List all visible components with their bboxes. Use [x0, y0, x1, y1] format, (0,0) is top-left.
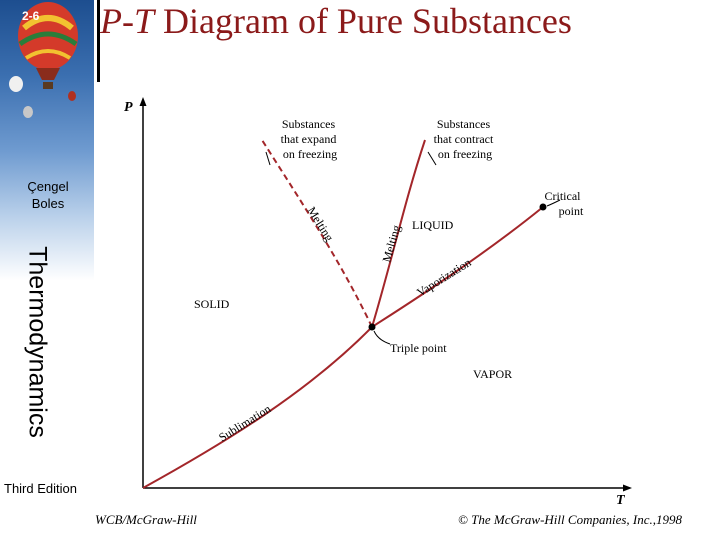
contract-label — [434, 117, 497, 161]
contract-label-line-1: Substances — [436, 117, 491, 131]
contract-pointer — [428, 152, 436, 165]
melting-label-left: Melting — [304, 204, 337, 244]
p-axis-label: P — [124, 100, 133, 115]
slide-number: 2-6 — [22, 9, 40, 23]
expand-label-line-1: Substances — [281, 117, 336, 131]
melting-label-right: Melting — [379, 223, 404, 264]
triple-point-marker — [369, 324, 376, 331]
vaporization-label: Vaporization — [414, 255, 474, 300]
critical-point-marker — [540, 204, 547, 211]
expand-label-line-3: on freezing — [282, 147, 338, 161]
t-axis-label: T — [616, 493, 625, 508]
critical-label-line-2: point — [558, 204, 584, 218]
expand-label — [281, 117, 340, 161]
contract-label-line-3: on freezing — [437, 147, 493, 161]
contract-label-line-2: that contract — [433, 132, 494, 146]
author-name-2: Boles — [31, 196, 65, 211]
liquid-region-label: LIQUID — [412, 218, 454, 232]
vapor-region-label: VAPOR — [473, 367, 513, 381]
melting-curve-expand — [262, 140, 372, 327]
triple-pointer — [374, 331, 390, 344]
author-name-1: Çengel — [27, 179, 69, 194]
t-axis-arrow — [623, 485, 632, 492]
title-pt-term: P-T — [100, 1, 154, 41]
edition-label: Third Edition — [4, 481, 77, 496]
sublimation-label: Sublimation — [216, 401, 274, 445]
expand-pointer — [266, 152, 270, 165]
critical-label-line-1: Critical — [544, 189, 581, 203]
footer-publisher-left: WCB/McGraw-Hill — [95, 512, 197, 527]
footer-copyright: © The McGraw-Hill Companies, Inc.,1998 — [458, 512, 682, 527]
critical-point-label — [545, 189, 584, 218]
p-axis-arrow — [140, 97, 147, 106]
triple-point-label: Triple point — [390, 341, 447, 355]
book-title-text: Thermodynamics — [23, 246, 52, 438]
expand-label-line-2: that expand — [280, 132, 337, 146]
solid-region-label: SOLID — [194, 297, 230, 311]
title-rest: Diagram of Pure Substances — [154, 1, 572, 41]
